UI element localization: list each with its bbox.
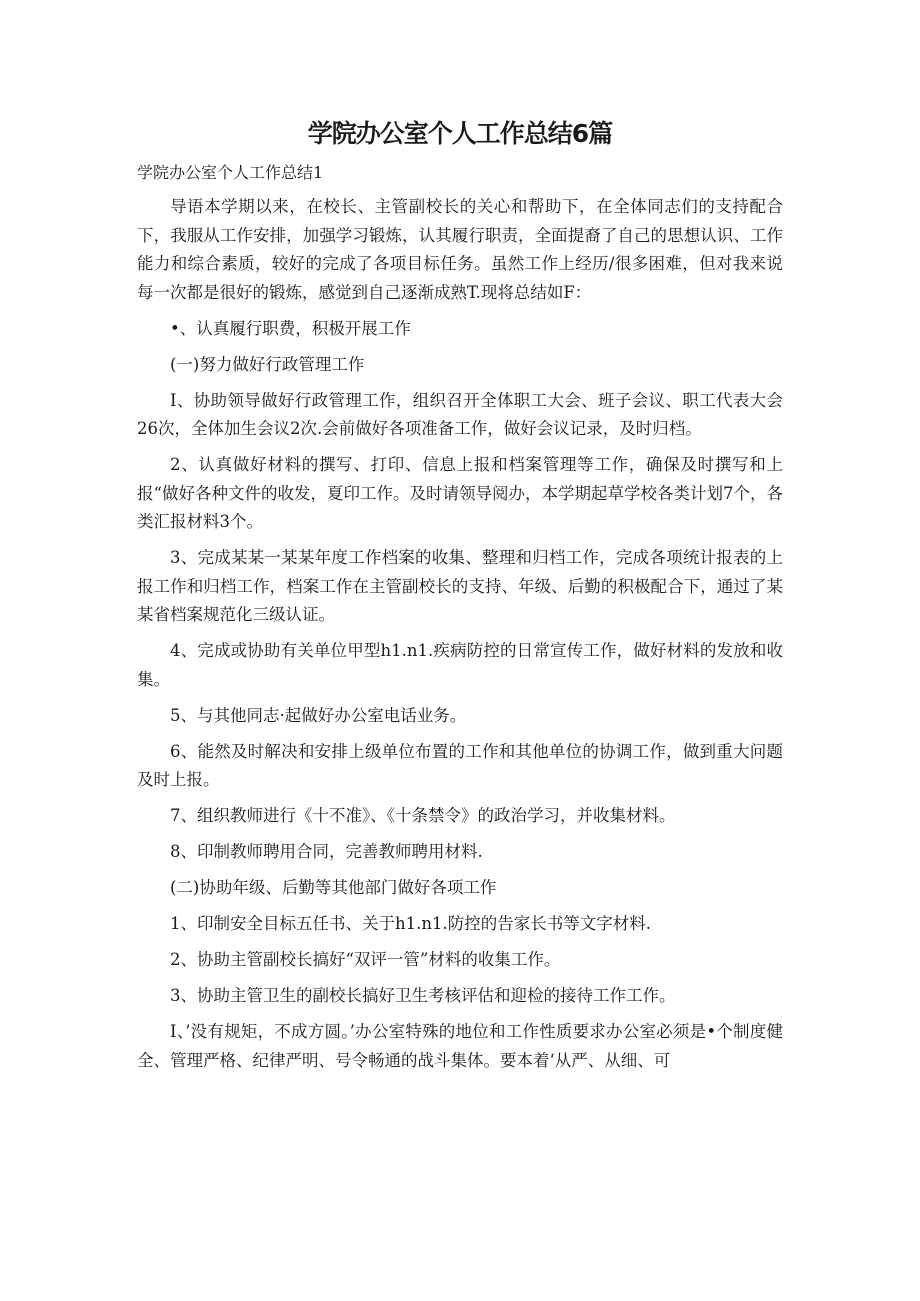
subsection-heading-2: (二)协助年级、后勤等其他部门做好各项工作 [170, 878, 497, 897]
paragraph-item-6: 6、能然及时解决和安排上级单位布置的工作和其他单位的协调工作，做到重大问题及时上报。 [137, 741, 783, 789]
paragraph-rules: I、’没有规矩，不成方圆。’办公室特殊的地位和工作性质要求办公室必须是•个制度健全、管理严格、纪律严明、号令畅通的战斗集体。要本着‘从严、从细、可 [137, 1022, 783, 1070]
paragraph-intro: 导语本学期以来，在校长、主管副校长的关心和帮助下，在全体同志们的支持配合下，我服从工作安排，加强学习锻炼，认其履行职责，全面提裔了自己的思想认识、工作能力和综合素质，较好的完成了各项目标任务。虽然工作上经历/很多困难，但对我来说每一次都是很好的锻炼，感觉到自己逐渐成熟T.现将总结如F： [137, 197, 783, 302]
paragraph-item-1: I、协助领导做好行政管理工作，组织召开全体职工大会、班子会议、职工代表大会26次，全体加生会议2次.会前做好各项准备工作，做好会议记录，及时归档。 [137, 390, 783, 438]
paragraph-item-8: 8、印制教师聘用合同，完善教师聘用材料. [170, 842, 483, 861]
section-heading-1: •、认真履行职费，积极开展工作 [170, 318, 411, 338]
paragraph-item-2-3: 3、协助主管卫生的副校长搞好卫生考核评估和迎检的接待工作工作。 [170, 986, 676, 1005]
paragraph-item-5: 5、与其他同志·起做好办公室电话业务。 [170, 705, 467, 725]
paragraph-item-2: 2、认真做好材料的撰写、打印、信息上报和档案管理等工作，确保及时撰写和上报“做好各种文件的收发，夏印工作。及时请领导阅办，本学期起草学校各类计划7个，各类汇报材料3个。 [137, 455, 783, 531]
paragraph-item-3: 3、完成某某一某某年度工作档案的收集、整理和归档工作，完成各项统计报表的上报工作和归档工作，档案工作在主管副校长的支持、年级、后勤的积极配合下，通过了某某省档案规范化三级认证。 [137, 548, 783, 624]
paragraph-item-7: 7、组织教师进行《十不准》、《十条禁令》的政治学习，并收集材料。 [170, 806, 676, 825]
paragraph-item-2-1: 1、印制安全目标五任书、关于h1.n1.防控的告家长书等文字材料. [170, 914, 651, 933]
paragraph-item-2-2: 2、协助主管副校长搞好“双评一管”材料的收集工作。 [170, 950, 561, 969]
document-body [137, 193, 783, 1083]
document-title: 学院办公室个人工作总结6篇 [307, 119, 613, 148]
paragraph-item-4: 4、完成或协助有关单位甲型h1.n1.疾病防控的日常宣传工作，做好材料的发放和收集。 [137, 641, 783, 689]
subsection-heading-1: (一)努力做好行政管理工作 [170, 354, 365, 374]
document-subtitle: 学院办公室个人工作总结1 [137, 163, 324, 182]
